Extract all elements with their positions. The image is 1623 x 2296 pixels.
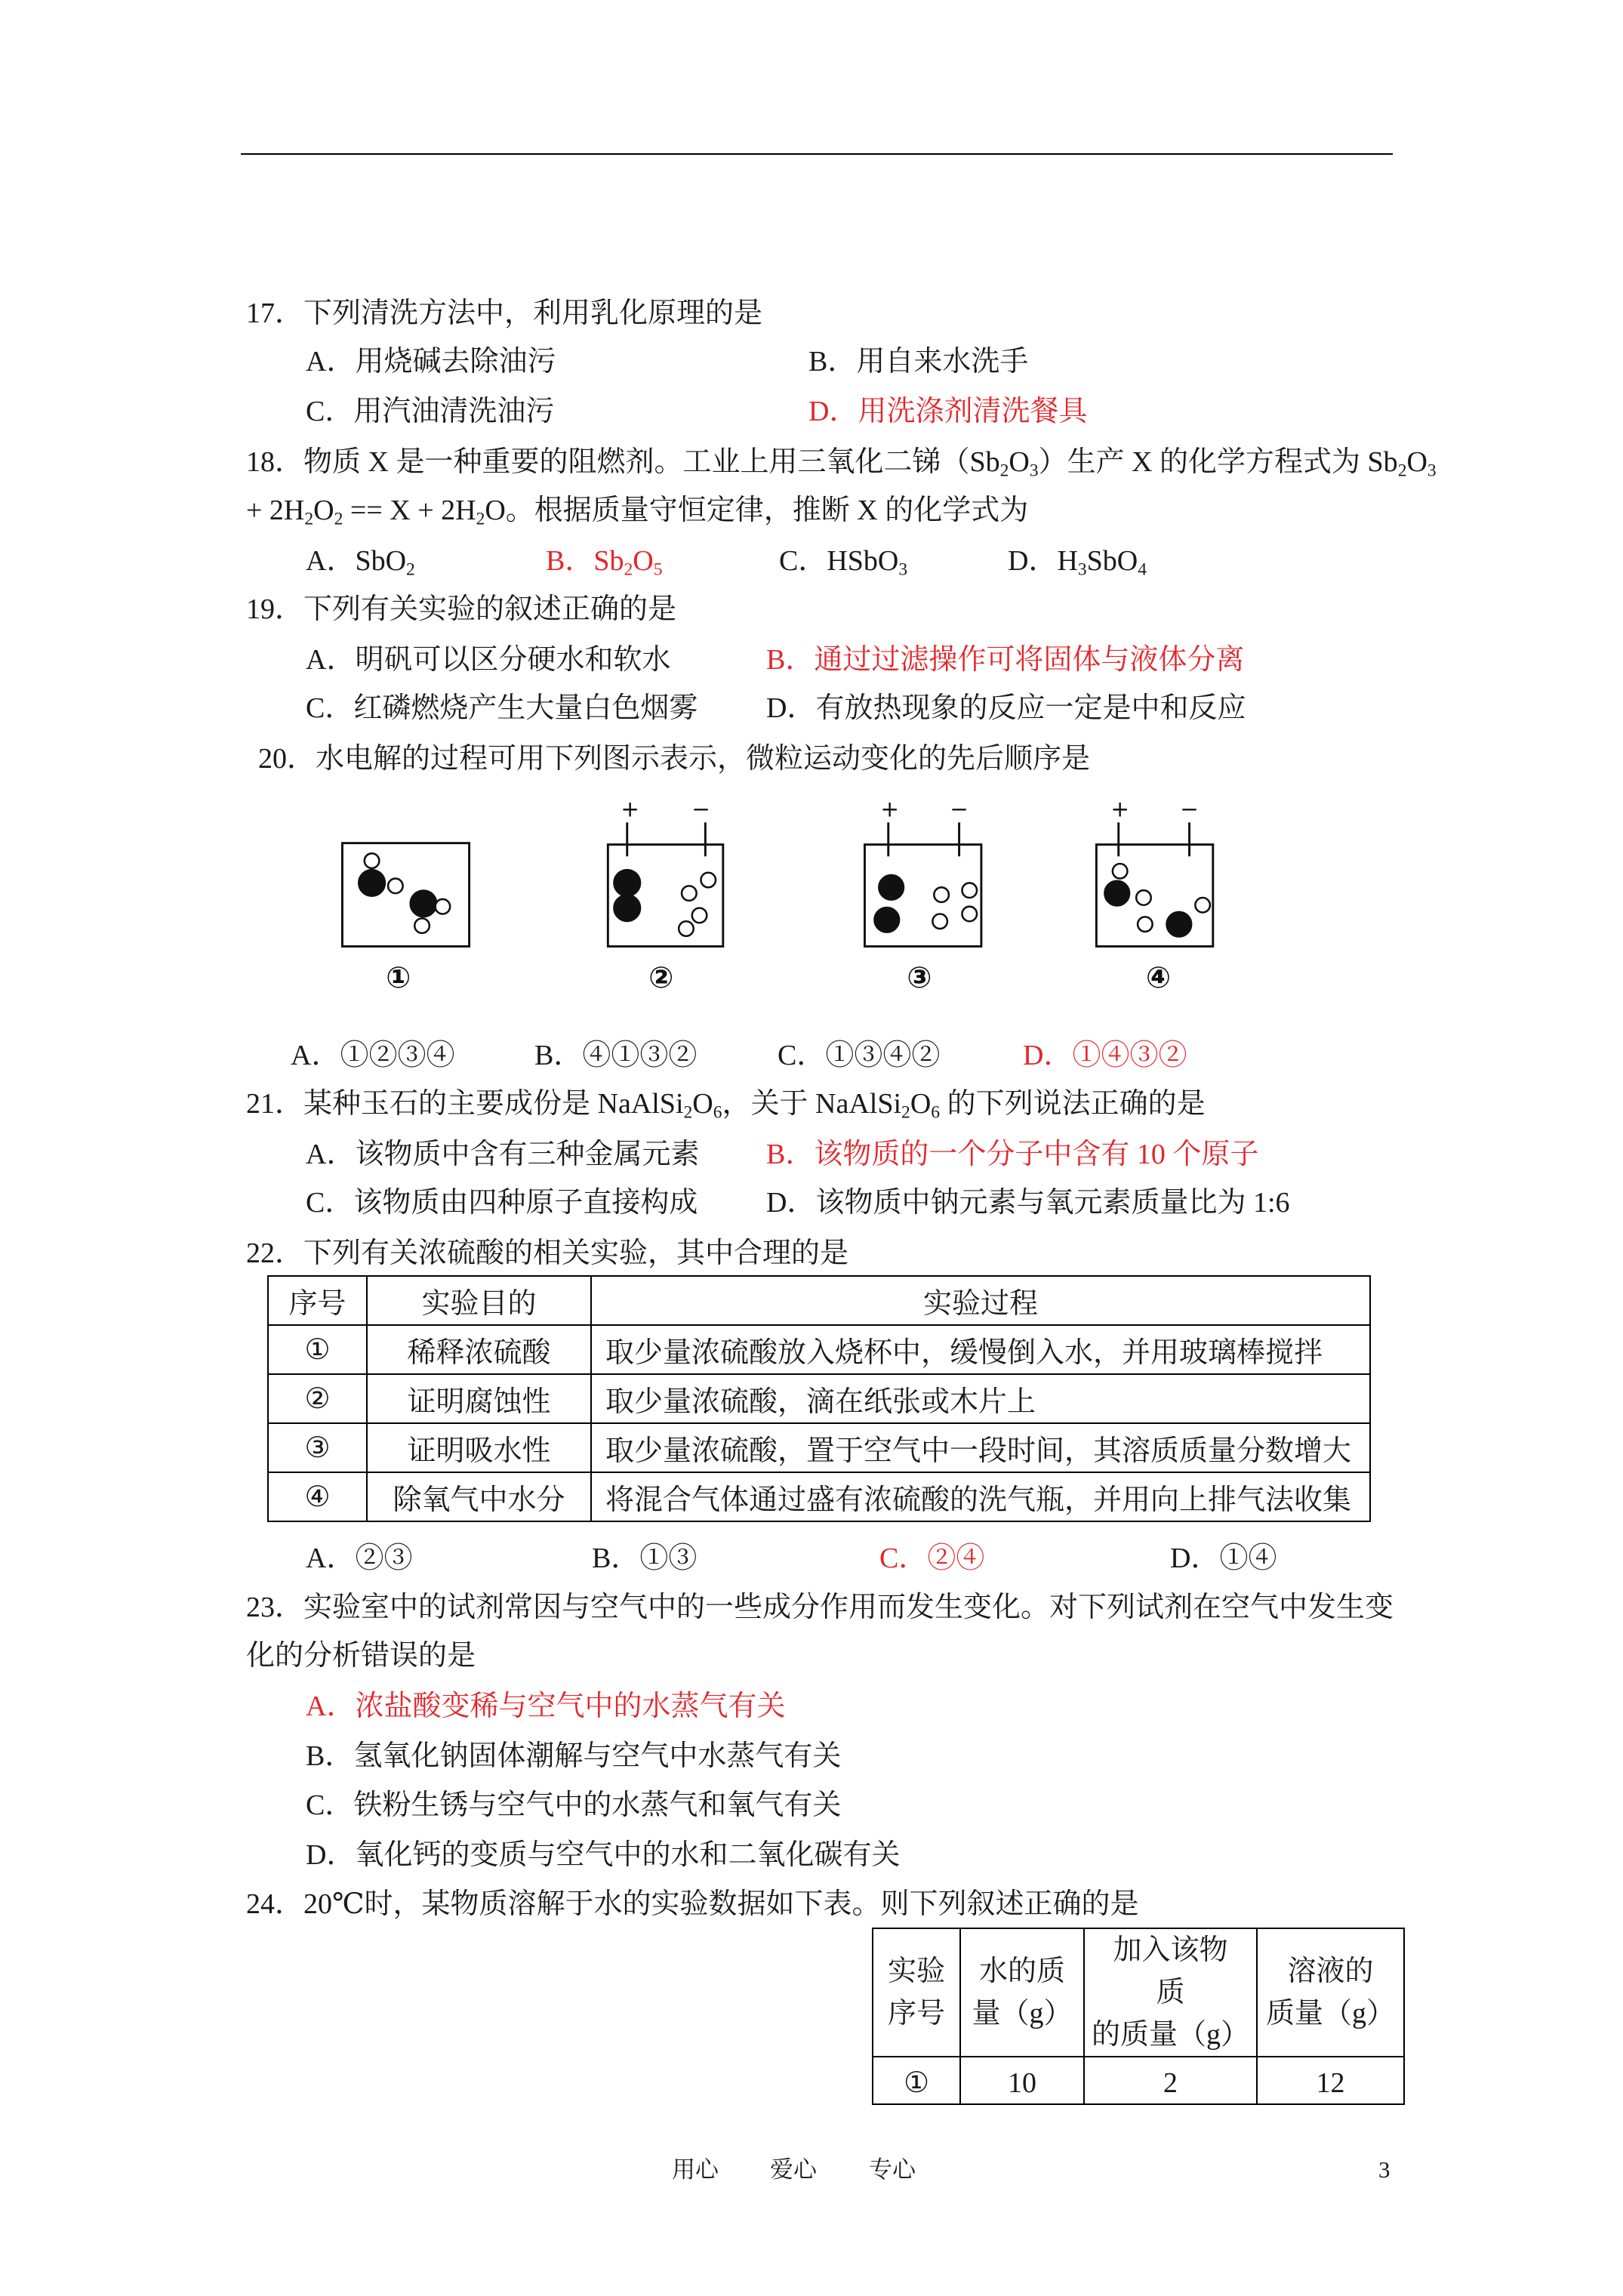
diagram-label-2: ②: [648, 961, 674, 996]
header-line: 实验: [887, 1955, 945, 1987]
header-line: 的质量（g）: [1091, 2019, 1249, 2051]
text-run: O: [692, 1088, 713, 1120]
hydrogen-atom: [934, 887, 949, 902]
q20-option-a: A．①②③④: [291, 1040, 455, 1071]
q23-option-c: C．铁粉生锈与空气中的水蒸气和氧气有关: [306, 1789, 842, 1821]
q18-option-d: [1008, 544, 1147, 578]
hydrogen-atom: [962, 883, 977, 898]
q17-stem: 17．下列清洗方法中，利用乳化原理的是: [246, 297, 763, 329]
hydrogen-atom: [962, 907, 977, 922]
q18-stem-line1: [246, 445, 1437, 479]
header-line: 质量（g）: [1265, 1998, 1395, 2029]
hydrogen-atom: [388, 879, 403, 894]
subscript: 3: [1029, 461, 1039, 481]
q22-option-d: D．①④: [1170, 1542, 1277, 1574]
header-cell: 序号: [268, 1276, 367, 1325]
oxygen-atom: [410, 890, 436, 917]
q20-option-d: D．①④③②: [1023, 1040, 1187, 1071]
row-purpose: 稀释浓硫酸: [367, 1325, 591, 1374]
subscript: 3: [1077, 559, 1087, 580]
footer-motto-3: 专心: [869, 2156, 916, 2183]
q18-option-c: [779, 544, 907, 578]
hydrogen-atom: [436, 899, 451, 914]
footer-motto-2: 爱心: [770, 2156, 817, 2183]
subscript: 2: [476, 509, 485, 529]
q23-option-b: B．氢氧化钠固体潮解与空气中水蒸气有关: [306, 1740, 842, 1772]
q18-option-b: [546, 544, 663, 578]
diagram-label-1: ①: [386, 961, 411, 996]
oxygen-atom: [1166, 912, 1191, 937]
subscript: 2: [304, 509, 314, 529]
plus-sign: +: [621, 797, 639, 822]
text-run: O: [1406, 446, 1427, 478]
text-run: O。根据质量守恒定律，推断 X 的化学式为: [485, 495, 1029, 526]
q23-option-a: A．浓盐酸变稀与空气中的水蒸气有关: [306, 1690, 786, 1722]
hydrogen-atom: [414, 918, 430, 933]
row-process: 取少量浓硫酸，置于空气中一段时间，其溶质质量分数增大: [591, 1423, 1370, 1472]
hydrogen-atom: [692, 908, 707, 923]
subscript: 3: [1427, 461, 1437, 481]
header-cell: 实验目的: [367, 1276, 591, 1325]
subscript: 5: [653, 559, 663, 580]
header-line: 溶液的: [1287, 1955, 1374, 1987]
subscript: 4: [1138, 559, 1147, 580]
header-cell: 实验过程: [591, 1276, 1370, 1325]
text-run: SbO: [1086, 545, 1138, 577]
header-line: 加入该物: [1113, 1934, 1228, 1966]
q20-option-b: B．④①③②: [534, 1040, 698, 1071]
q22-option-a: A．②③: [306, 1542, 413, 1574]
text-run: O: [910, 1088, 932, 1120]
cell-water-mass: 10: [1008, 2068, 1036, 2093]
table-row: [268, 1325, 1370, 1374]
q22-stem: 22．下列有关浓硫酸的相关实验，其中合理的是: [246, 1237, 849, 1269]
subscript: 6: [713, 1102, 722, 1123]
text-run: B．Sb: [546, 545, 624, 577]
text-run: C．HSbO: [779, 545, 899, 577]
subscript: 2: [999, 461, 1009, 481]
row-number: ③: [268, 1423, 367, 1472]
q18-option-a: [306, 544, 415, 578]
q17-option-b: B．用自来水洗手: [808, 346, 1029, 378]
row-number: ①: [268, 1325, 367, 1374]
text-run: O: [1009, 446, 1030, 478]
hydrogen-atom: [1195, 898, 1210, 913]
subscript: 6: [931, 1102, 941, 1123]
text-run: ）生产 X 的化学方程式为 Sb: [1038, 446, 1398, 478]
q24-table: [872, 1928, 1405, 2105]
q21-option-c: C．该物质由四种原子直接构成: [306, 1187, 698, 1219]
q19-option-d: D．有放热现象的反应一定是中和反应: [766, 692, 1246, 724]
oxygen-atom: [614, 870, 640, 896]
diagram-label-3: ③: [907, 961, 932, 996]
q18-stem-line2: [246, 494, 1028, 527]
hydrogen-atom: [1136, 890, 1151, 905]
header-cell-experiment-no: [873, 1928, 960, 2057]
footer-motto-1: 用心: [672, 2156, 719, 2183]
row-process: 取少量浓硫酸，滴在纸张或木片上: [591, 1374, 1370, 1423]
cell-solute-mass: 2: [1163, 2068, 1178, 2093]
row-purpose: 证明吸水性: [367, 1423, 591, 1472]
q21-option-d: D．该物质中钠元素与氧元素质量比为 1:6: [766, 1187, 1290, 1219]
oxygen-atom: [879, 875, 904, 900]
table-header-row: [268, 1276, 1370, 1325]
hydrogen-atom: [932, 914, 947, 929]
hydrogen-atom: [679, 921, 694, 936]
row-number: ②: [268, 1374, 367, 1423]
plus-sign: +: [880, 797, 899, 822]
subscript: 2: [683, 1102, 693, 1123]
q22-table: [267, 1275, 1371, 1522]
header-cell-solution-mass: [1257, 1928, 1404, 2057]
table-row: [268, 1374, 1370, 1423]
hydrogen-atom: [1138, 917, 1153, 932]
text-run: 21．某种玉石的主要成份是 NaAlSi: [246, 1088, 684, 1120]
oxygen-atom: [359, 870, 385, 896]
subscript: 2: [624, 559, 633, 580]
q23-stem-line1: 23．实验室中的试剂常因与空气中的一些成分作用而发生变化。对下列试剂在空气中发生变: [246, 1592, 1394, 1623]
q21-stem: [246, 1087, 1206, 1123]
subscript: 2: [901, 1102, 910, 1123]
hydrogen-atom: [682, 886, 697, 901]
header-line: 质: [1156, 1977, 1185, 2008]
q22-option-b: B．①③: [592, 1542, 698, 1574]
oxygen-atom: [1104, 880, 1129, 905]
oxygen-atom: [614, 895, 640, 921]
q22-option-c: C．②④: [879, 1542, 985, 1574]
text-run: ，关于 NaAlSi: [722, 1088, 902, 1120]
row-process: 取少量浓硫酸放入烧杯中，缓慢倒入水，并用玻璃棒搅拌: [591, 1325, 1370, 1374]
minus-sign: −: [691, 797, 710, 822]
header-rule: [241, 153, 1393, 155]
minus-sign: −: [1180, 797, 1199, 822]
container-1: [342, 843, 469, 947]
table-row: [268, 1472, 1370, 1521]
header-line: 量（g）: [972, 1998, 1073, 2029]
q24-stem: 24．20℃时，某物质溶解于水的实验数据如下表。则下列叙述正确的是: [246, 1888, 1139, 1920]
row-process: 将混合气体通过盛有浓硫酸的洗气瓶，并用向上排气法收集: [591, 1472, 1370, 1521]
q19-stem: 19．下列有关实验的叙述正确的是: [246, 593, 677, 625]
minus-sign: −: [950, 797, 969, 822]
oxygen-atom: [874, 908, 899, 932]
diagram-label-4: ④: [1145, 961, 1172, 996]
row-purpose: 除氧气中水分: [367, 1472, 591, 1521]
q19-option-b: B．通过过滤操作可将固体与液体分离: [766, 644, 1245, 676]
header-line: 水的质: [978, 1955, 1065, 1987]
row-purpose: 证明腐蚀性: [367, 1374, 591, 1423]
text-run: A．SbO: [306, 545, 407, 577]
text-run: O: [313, 495, 334, 526]
cell-solution-mass: 12: [1316, 2068, 1345, 2093]
subscript: 2: [406, 559, 415, 580]
row-number: ④: [268, 1472, 367, 1521]
q20-option-c: C．①③④②: [778, 1040, 941, 1071]
text-run: 18．物质 X 是一种重要的阻燃剂。工业上用三氧化二锑（Sb: [246, 446, 1000, 478]
text-run: D．H: [1008, 545, 1078, 577]
header-cell-solute-mass: [1084, 1928, 1257, 2057]
text-run: O: [633, 545, 654, 577]
q17-option-d: D．用洗涤剂清洗餐具: [808, 396, 1088, 427]
q21-option-b: B．该物质的一个分子中含有 10 个原子: [766, 1139, 1259, 1170]
cell-experiment-no: ①: [903, 2068, 930, 2093]
q17-option-c: C．用汽油清洗油污: [306, 396, 555, 427]
q21-option-a: A．该物质中含有三种金属元素: [306, 1139, 700, 1170]
hydrogen-atom: [701, 873, 716, 888]
q19-option-a: A．明矾可以区分硬水和软水: [306, 644, 671, 676]
text-run: == X + 2H: [343, 495, 476, 526]
plus-sign: +: [1110, 797, 1129, 822]
table-row: [268, 1423, 1370, 1472]
text-run: + 2H: [246, 495, 305, 526]
subscript: 3: [898, 559, 908, 580]
q23-stem-line2: 化的分析错误的是: [246, 1640, 476, 1672]
table-row: [873, 2057, 1404, 2104]
subscript: 2: [334, 509, 343, 529]
q17-option-a: A．用烧碱去除油污: [306, 346, 556, 378]
electrolysis-diagram: [325, 797, 1240, 997]
header-cell-water-mass: [960, 1928, 1084, 2057]
hydrogen-atom: [365, 853, 380, 868]
text-run: 的下列说法正确的是: [940, 1088, 1206, 1120]
subscript: 2: [1397, 461, 1407, 481]
hydrogen-atom: [1113, 864, 1128, 879]
header-line: 序号: [887, 1998, 945, 2029]
q19-option-c: C．红磷燃烧产生大量白色烟雾: [306, 692, 698, 724]
page-number: 3: [1378, 2156, 1390, 2183]
q23-option-d: D．氧化钙的变质与空气中的水和二氧化碳有关: [306, 1839, 901, 1871]
q20-stem: 20．水电解的过程可用下列图示表示，微粒运动变化的先后顺序是: [258, 743, 1091, 775]
table-header-row: [873, 1928, 1404, 2057]
